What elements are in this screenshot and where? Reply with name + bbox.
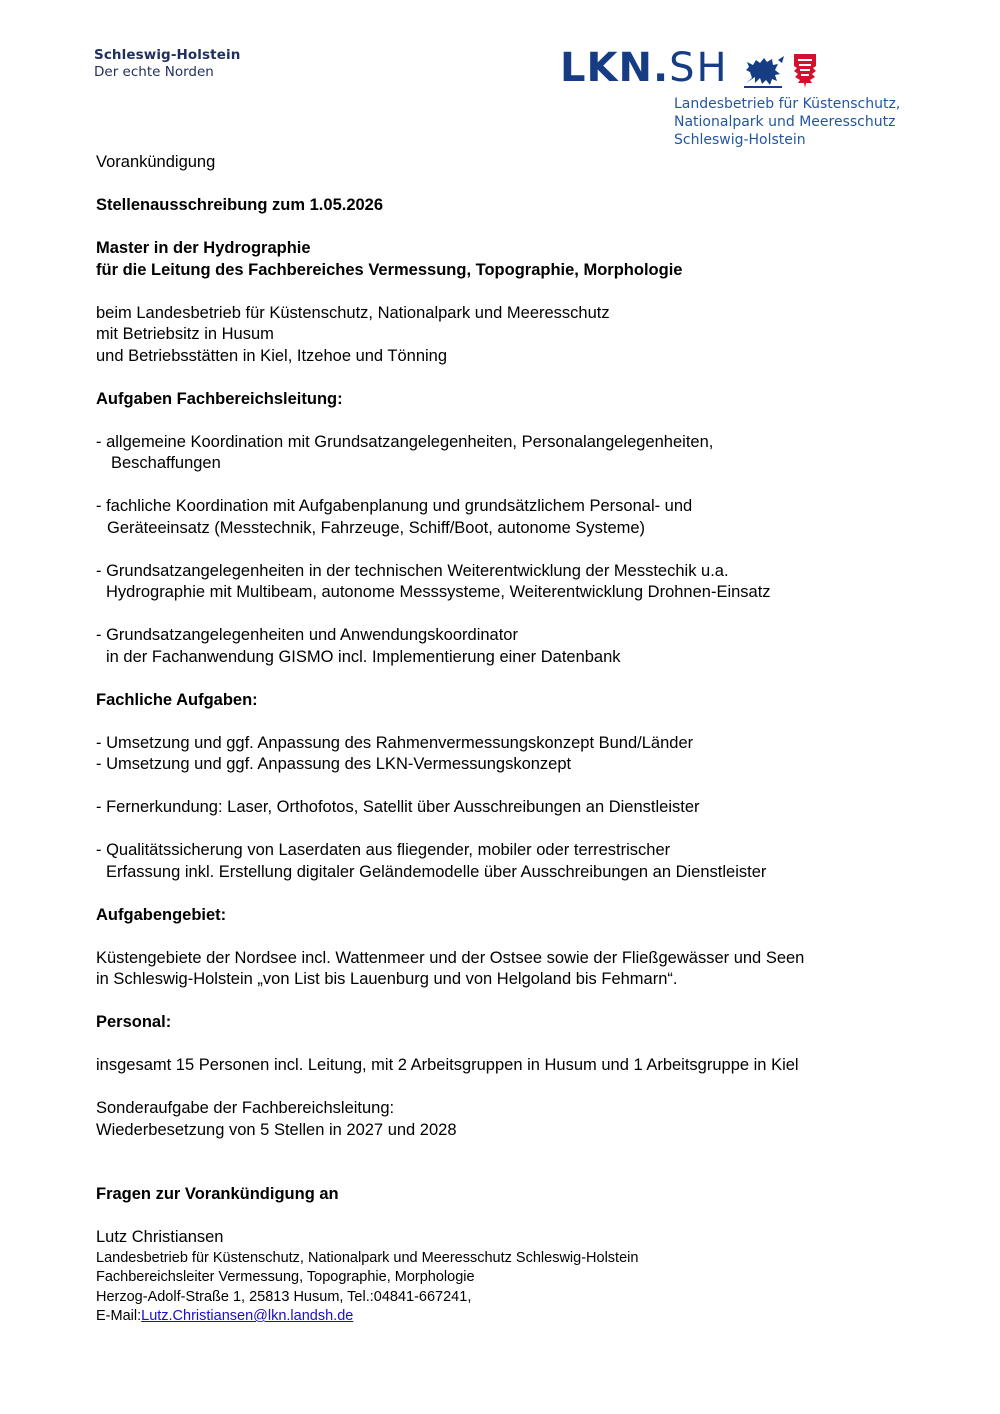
contact-details — [96, 1249, 936, 1327]
lead-task-item: - Grundsatzangelegenheiten und Anwendungskoordinator — [96, 626, 518, 644]
schleswig-holstein-logo — [94, 47, 240, 81]
employer-line: mit Betriebsitz in Husum — [96, 325, 274, 343]
special-task-line: Sonderaufgabe der Fachbereichsleitung: — [96, 1099, 395, 1117]
lead-task-item-cont: in der Fachanwendung GISMO incl. Implementierung einer Datenbank — [106, 647, 621, 666]
section-heading-tech-tasks: Fachliche Aufgaben: — [96, 690, 258, 709]
document-body — [96, 152, 936, 1327]
section-heading-staff: Personal: — [96, 1013, 172, 1031]
lkn-wordmark-lkn: LKN. — [560, 45, 670, 91]
employer-line: und Betriebsstätten in Kiel, Itzehoe und Tönning — [96, 346, 448, 365]
lead-task-item-cont: Geräteeinsatz (Messtechnik, Fahrzeuge, Schiff/Boot, autonome Systeme) — [107, 518, 646, 537]
lion-and-nettle-leaf-emblem-icon — [742, 50, 822, 90]
intro-text: Vorankündigung — [96, 153, 216, 171]
area-line: in Schleswig-Holstein „von List bis Lauenburg und von Helgoland bis Fehmarn“. — [96, 970, 678, 988]
lkn-wordmark — [560, 44, 729, 92]
sh-logo-line1: Schleswig-Holstein — [94, 47, 241, 63]
lead-task-item-cont: Beschaffungen — [111, 454, 221, 472]
lead-task-item: - allgemeine Koordination mit Grundsatzangelegenheiten, Personalangelegenheiten, — [96, 432, 714, 451]
section-heading-questions: Fragen zur Vorankündigung an — [96, 1185, 339, 1203]
contact-name: Lutz Christiansen — [96, 1228, 224, 1246]
lead-task-item: - Grundsatzangelegenheiten in der technischen Weiterentwicklung der Messtechik u.a. — [96, 561, 729, 580]
document-title: Stellenausschreibung zum 1.05.2026 — [96, 196, 384, 214]
position-title-line: Master in der Hydrographie — [96, 239, 311, 257]
contact-address: Herzog-Adolf-Straße 1, 25813 Husum, Tel.:04841-667241, — [96, 1288, 472, 1305]
contact-org: Landesbetrieb für Küstenschutz, Nationalpark und Meeresschutz Schleswig-Holstein — [96, 1249, 639, 1266]
special-task-line: Wiederbesetzung von 5 Stellen in 2027 und 2028 — [96, 1120, 457, 1139]
employer-line: beim Landesbetrieb für Küstenschutz, Nationalpark und Meeresschutz — [96, 303, 610, 322]
lkn-sh-logo — [560, 44, 920, 154]
lkn-subtitle-line: Nationalpark und Meeresschutz — [674, 114, 896, 130]
contact-email-label: E-Mail: — [96, 1308, 142, 1324]
contact-email-line — [96, 1307, 936, 1327]
lkn-wordmark-sh: SH — [669, 45, 729, 91]
area-line: Küstengebiete der Nordsee incl. Wattenmeer und der Ostsee sowie der Fließgewässer und Seen — [96, 948, 805, 967]
contact-email-link[interactable]: Lutz.Christiansen@lkn.landsh.de — [141, 1308, 354, 1324]
tech-task-item: - Qualitätssicherung von Laserdaten aus fliegender, mobiler oder terrestrischer — [96, 841, 671, 859]
tech-task-item: - Umsetzung und ggf. Anpassung des Rahmenvermessungskonzept Bund/Länder — [96, 733, 694, 752]
contact-role: Fachbereichsleiter Vermessung, Topographie, Morphologie — [96, 1269, 475, 1285]
lkn-subtitle-line: Landesbetrieb für Küstenschutz, — [674, 96, 901, 112]
staff-text: insgesamt 15 Personen incl. Leitung, mit 2 Arbeitsgruppen in Husum und 1 Arbeitsgruppe in Kiel — [96, 1056, 799, 1074]
lead-task-item-cont: Hydrographie mit Multibeam, autonome Messsysteme, Weiterentwicklung Drohnen-Einsatz — [106, 583, 771, 601]
section-heading-area: Aufgabengebiet: — [96, 905, 227, 924]
lkn-subtitle-line: Schleswig-Holstein — [674, 132, 806, 148]
tech-task-item: - Fernerkundung: Laser, Orthofotos, Satellit über Ausschreibungen an Dienstleister — [96, 798, 700, 816]
tech-task-item: - Umsetzung und ggf. Anpassung des LKN-Vermessungskonzept — [96, 755, 572, 773]
sh-logo-line2: Der echte Norden — [94, 64, 214, 80]
lead-task-item: - fachliche Koordination mit Aufgabenplanung und grundsätzlichem Personal- und — [96, 497, 693, 515]
tech-task-item-cont: Erfassung inkl. Erstellung digitaler Geländemodelle über Ausschreibungen an Dienstleister — [106, 862, 767, 881]
lkn-logo-subtitle — [674, 95, 900, 149]
section-heading-lead-tasks: Aufgaben Fachbereichsleitung: — [96, 389, 343, 408]
position-title-line: für die Leitung des Fachbereiches Vermessung, Topographie, Morphologie — [96, 260, 683, 279]
